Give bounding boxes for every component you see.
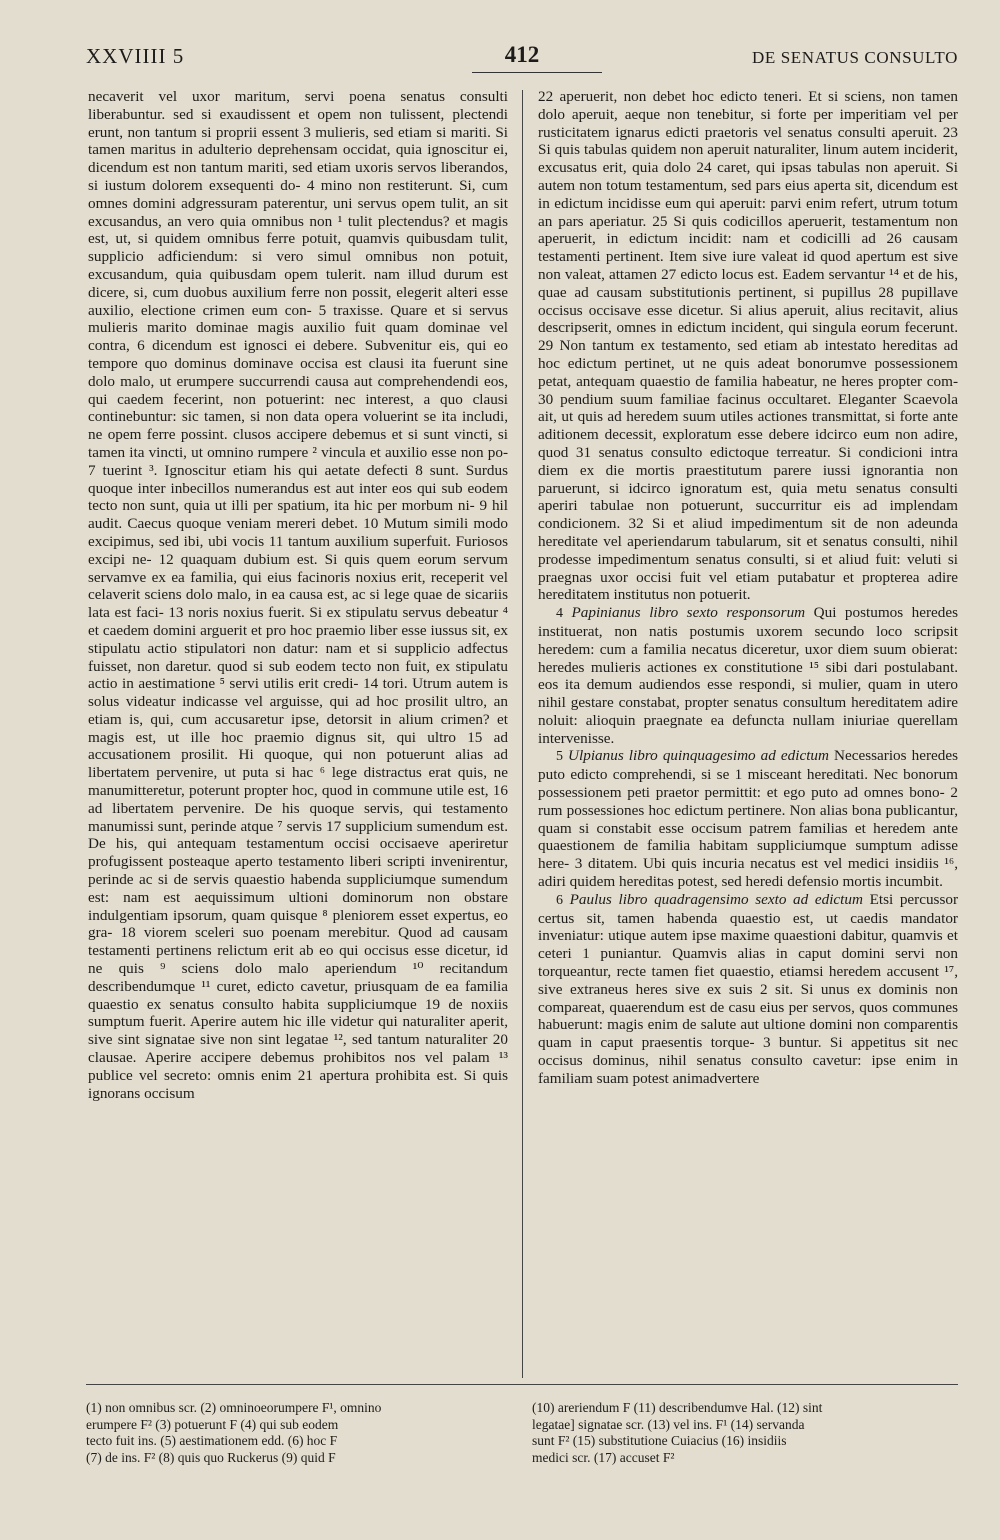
fragment-4 bbox=[538, 604, 958, 747]
fragment-text: Qui postumos heredes instituerat, non natis postumis uxorem secundo loco scripsit heredem: cum a familia necatus diceretur, uxor diem suum obierat: heredes mulieris actiones ex constitutione ¹⁵ sibi dari postulabant. eos ita demum audiendos esse respondi, si mulier, quam in utero nihil gestare constabat, propter senatus consultum hereditatem adire noluit: alioquin praegnate ea defuncta nullam iniuriae querellam intervenisse. bbox=[538, 604, 959, 747]
fragment-author: Paulus bbox=[569, 890, 612, 908]
running-head-right: DE SENATUS CONSULTO bbox=[752, 48, 958, 67]
footnote-rule bbox=[86, 1384, 958, 1385]
footnote-line: erumpere F² (3) potuerunt F (4) qui sub eodem bbox=[86, 1416, 339, 1432]
column-divider bbox=[522, 90, 523, 1378]
footnote-line: (1) non omnibus scr. (2) omninoeorumpere F¹, omnino bbox=[86, 1400, 382, 1415]
fragment-number: 4 bbox=[556, 606, 563, 622]
page-number: 412 bbox=[504, 42, 540, 67]
footnote-line: (7) de ins. F² (8) quis quo Ruckerus (9) quid F bbox=[86, 1449, 336, 1465]
fragment-5 bbox=[538, 747, 958, 890]
fragment-number: 6 bbox=[556, 892, 563, 908]
fragment-source: libro quinquagesimo ad edictum bbox=[628, 747, 829, 765]
fragment-source: libro sexto responsorum bbox=[649, 604, 806, 622]
fragment-author: Papinianus bbox=[571, 604, 641, 622]
footnote-line: tecto fuit ins. (5) aestimationem edd. (6) hoc F bbox=[86, 1433, 338, 1448]
fragment-number: 5 bbox=[556, 749, 563, 765]
footnotes-right bbox=[532, 1400, 958, 1466]
fragment-text: Necessarios heredes puto edicto comprehendi, si se 1 misceant hereditati. Nec bonorum possessionem peti praetor permittit: et ego puto ad omnes bono- 2 rum possessiones hoc edictum pertinere. Non alias bona publicantur, quam si constabit esse occisum patrem familias et heredem ante quaestionem de familia habitam suppliciumque sumptum adisse here- 3 ditatem. Ubi quis incuria necatus est vel medici insidiis ¹⁶, adiri quidem hereditas potest, sed heredi defensio mortis incumbit. bbox=[538, 747, 958, 891]
left-column bbox=[88, 88, 508, 1102]
page-number-rule bbox=[472, 72, 602, 73]
footnote-line: (10) areriendum F (11) describendumve Hal. (12) sint bbox=[532, 1400, 823, 1415]
footnotes-left bbox=[86, 1400, 510, 1466]
right-column bbox=[538, 88, 958, 1088]
footnote-line: legatae] signatae scr. (13) vel ins. F¹ (14) servanda bbox=[532, 1416, 805, 1432]
fragment-source: libro quadragensimo sexto ad edictum bbox=[618, 890, 863, 908]
fragment-6 bbox=[538, 891, 958, 1088]
footnote-line: medici scr. (17) accuset F² bbox=[532, 1449, 675, 1465]
right-column-text: 22 aperuerit, non debet hoc edicto teneri. Et si sciens, non tamen dolo aperuit, aeque non tenebitur, si forte per imperitiam vel per rusticitatem ignarus edicti praetoris vel senatus consulti aperuit. 23 Si quis tabulas quidem non aperuit naturaliter, linum autem inciderit, excusatus erit, quia dolo 24 caret, qui ipsas tabulas non aperuit. Si autem non totum testamentum, sed pars eius aperta sit, dicendum est in edictum incidisse eum qui aperuit: parvi enim refert, utrum totum an pars aperiatur. 25 Si quis codicillos aperuerit, testamentum non aperuerit, in edictum incidit: nam et codicilli ad 26 causam testamenti pertinent. Item sive iure valeat id quod apertum est sive non valeat, attamen 27 edicto locus est. Eadem servantur ¹⁴ et de his, quae ad causam substitutionis pertinent, si pupillus 28 pupillave occisus occisave esse dicetur. Si alius aperuit, alius recitavit, alius descripserit, omnes in edictum incident, qui singula eorum fecerunt. 29 Non tantum ex testamento, sed etiam ab intestato hereditas ad hoc edictum pertinet, ut ne quis adeat bonorumve possessionem petat, antequam quaestio de familia habeatur, ne heres propter com- 30 pendium suum familiae facinus occultaret. Eleganter Scaevola ait, ut quis ad heredem suum utiles actiones transmittat, si forte ante aditionem decessit, exploratum esse debere idcirco eum non adire, quod 31 senatus consulto edictoque terreatur. Si condicioni intra diem ex die mortis praestitutum parere iussi ignorantia non paruerunt, si idcirco ignoratum est, quia metu senatus consulti aperiri tabulae non potuerunt, succurritur eis ad implendam condicionem. 32 Si et aliud impedimentum sit de non adeunda hereditate vel aperiendarum tabularum, sit et senatus consulti, nihil prodesse impedimentum senatus consulti, si et aliud fuit: veluti si praegnas uxor occisi fuit vel etiam putabatur et propterea adire hereditatem institutus non potuerit. bbox=[538, 88, 958, 604]
footnote-line: sunt F² (15) substitutione Cuiacius (16) insidiis bbox=[532, 1433, 787, 1448]
left-column-text: necaverit vel uxor maritum, servi poena senatus consulti liberabuntur. sed si exaudissent et opem non tulissent, plectendi erunt, non tantum si proprii essent 3 mulieris, sed etiam si mariti. Si tamen maritus in adulterio deprehensam occidat, quia ignoscitur ei, dicendum est non tantum mariti, sed etiam uxoris servos liberandos, si iustum dolorem exsequenti do- 4 mino non restiterunt. Si, cum omnes domini adgressuram paterentur, uni servus opem tulit, an sit excusandus, an vero quia omnibus non ¹ tulit plectendus? et magis est, ut, si quidem omnibus ferre potuit, quamvis quibusdam tulit, supplicio adficiendum: si vero simul omnibus non potuit, excusandum, quia quibusdam opem tulerit. nam illud durum est dicere, si, cum duobus auxilium ferre non possit, elegerit alteri esse auxilio, electione crimen eum con- 5 traxisse. Quare et si servus mulieris marito dominae magis auxilio fuit quam dominae vel contra, 6 dicendum est ignosci ei debere. Subvenitur eis, qui eo tempore quo dominus dominave occisa est clausi ita fuerunt sine dolo malo, ut erumpere succurrendi causa aut comprehendendi eos, qui caedem fecerint, non potuerint: nec interest, a quo clausi continebuntur: sic tamen, si non data opera voluerint se ita includi, ne opem ferre possint. clusos accipere debemus et si sunt vincti, si tamen ita vincti, ut omnino rumpere ² vincula et auxilio esse non po- 7 tuerint ³. Ignoscitur etiam his qui aetate defecti 8 sunt. Surdus quoque inter inbecillos numerandus est aut inter eos qui sub eodem tecto non sunt, quia ut illi per spatium, ita hic per morbum ni- 9 hil audit. Caecus quoque veniam mereri debet. 10 Mutum simili modo excipimus, sed ibi, ubi vocis 11 tantum auxilium superfuit. Furiosos excipi ne- 12 quaquam dubium est. Si quis quem eorum servum servamve ex ea familia, qui eius facinoris noxius erit, receperit vel celaverit sciens dolo malo, in ea causa est, ac si lege quae de sicariis lata est faci- 13 noris noxius fuerit. Si ex stipulatu servus debeatur ⁴ et caedem domini arguerit et pro hoc praemio liber esse iussus sit, ex stipulatu actio stipulatori non datur: nam et si supplicio adfectus fuisset, non daretur. quod si sub eodem tecto non fuit, ex stipulatu actio in aestimatione ⁵ servi utilis erit credi- 14 tori. Utrum autem is solus videatur indicasse vel arguisse, qui ad hoc prosilit ultro, an etiam is, qui, cum accusaretur ipse, detorsit in alium crimen? et magis est, ut ille hoc praemio dignus sit, qui ultro 15 ad accusationem prosilit. Hi quoque, qui non potuerunt alias ad libertatem pervenire, ut puta si hac ⁶ lege distractus erat quis, ne manumitteretur, poterunt propter hoc, quod in commune utile est, 16 ad libertatem pervenire. De his quoque servis, qui testamento manumissi sunt, perinde atque ⁷ servis 17 supplicium sumendum est. De his, qui antequam testamentum occisi occisaeve aperiretur profugissent posteaque aperto testamento liberi scripti invenirentur, perinde ac si de servis quaestio habenda suppliciumque sumendum est: nam est aequissimum ultioni dominorum non obstare indulgentiam ipsorum, quam quisque ⁸ pleniorem esset expertus, eo gra- 18 viorem sceleri suo poenam merebitur. Quod ad causam testamenti pertinens relictum erit ab eo qui occisus esse dicetur, id ne quis ⁹ sciens dolo malo aperiendum ¹⁰ recitandum describendumque ¹¹ curet, edicto cavetur, priusquam de ea familia quaestio ex senatus consulto habita suppliciumque 19 de noxiis sumptum fuerit. Aperire autem hic ille videtur qui naturaliter aperit, sive sint signatae sive non sint legatae ¹², sed tantum naturaliter 20 clausae. Aperire accipere debemus prohibitos nos vel palam ¹³ publice vel secreto: omnis enim 21 apertura prohibita est. Si quis ignorans occisum bbox=[88, 88, 508, 1102]
fragment-text: Etsi percussor certus sit, tamen habenda quaestio est, ut caedis mandator inveniatur: utique autem ipse maxime quaestioni dabitur, quamvis et ceteri 1 puniantur. Quamvis alias in caput domini servi non torqueantur, recte tamen fiet quaestio, etiamsi heredem accusent ¹⁷, sive extraneus heres sive ex suis 2 sit. Si unus ex dominis non compareat, quaerendum est de casu eius per servos, quos communes habuerunt: magis enim de salute aut ultione domini non comparentis quam in caput praesentis torque- 3 buntur. Si appetitus sit nec occisus dominus, nihil senatus consulto cavetur: ipse enim in familiam suam potest animadvertere bbox=[538, 890, 959, 1087]
running-head-left: XXVIIII 5 bbox=[86, 44, 185, 68]
fragment-author: Ulpianus bbox=[568, 747, 624, 765]
